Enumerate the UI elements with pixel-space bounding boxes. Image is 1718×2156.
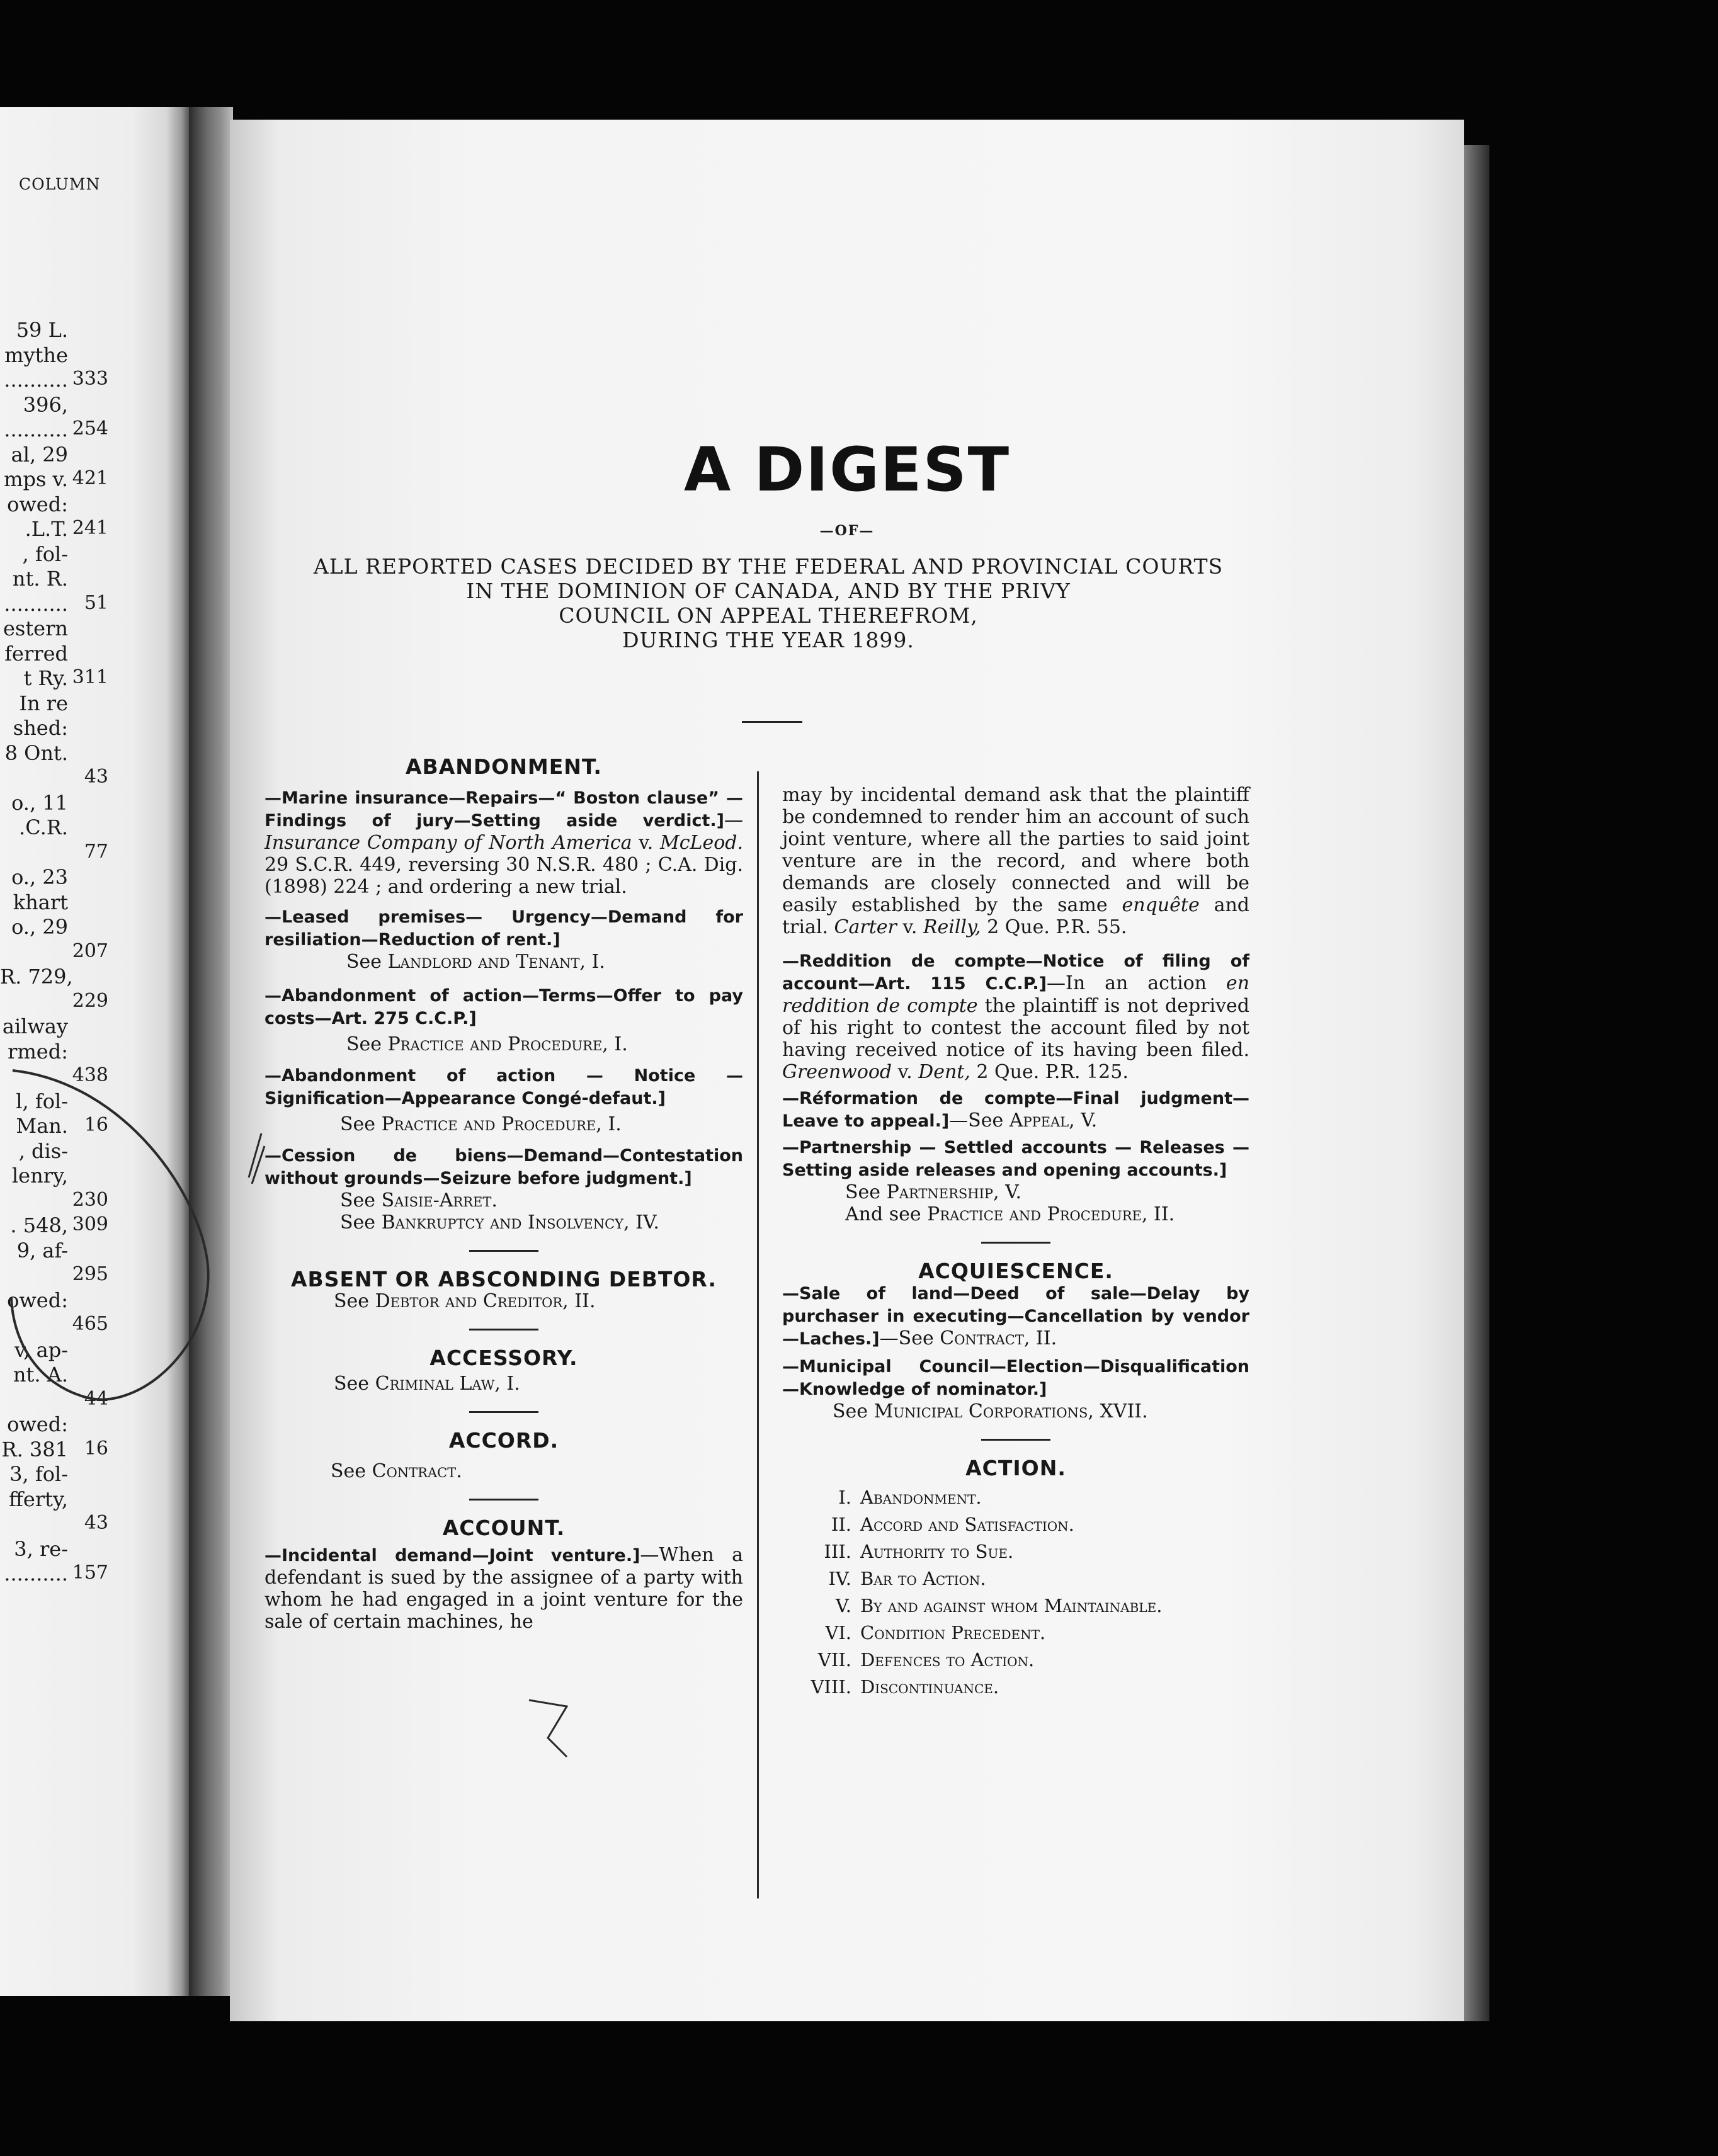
list-number: III. xyxy=(824,1541,851,1562)
fragment-column-number: 207 xyxy=(72,939,108,962)
subtitle-line: ALL REPORTED CASES DECIDED BY THE FEDERAL AND PROVINCIAL COURTS xyxy=(313,554,1224,579)
list-number: IV. xyxy=(828,1568,851,1589)
entry-reformation-de-compte: —Réformation de compte—Final judgment—Leave to appeal.]—See Appeal, V. xyxy=(782,1089,1249,1132)
fragment-line: 59 L. xyxy=(16,318,68,342)
fragment-column-number: 16 xyxy=(84,1437,108,1460)
list-label: Authority to Sue. xyxy=(860,1541,1014,1562)
fragment-line: 3, fol- xyxy=(9,1462,68,1486)
fragment-line: rmed: xyxy=(8,1039,68,1064)
list-number: VIII. xyxy=(811,1676,851,1698)
fragment-line: , fol- xyxy=(22,542,68,566)
fragment-column-number: 44 xyxy=(84,1387,108,1410)
entry-marine-insurance: —Marine insurance—Repairs—“ Boston clause” —Findings of jury—Setting aside verdict.]—Insurance Company of North America v. McLeod. 29 S.C.R. 449, reversing 30 N.S.R. 480 ; C.A. Dig. (1898) 224 ; and ordering a new trial. xyxy=(265,788,743,898)
fragment-line: t Ry. xyxy=(23,666,68,690)
subtitle-line: IN THE DOMINION OF CANADA, AND BY THE PRIVY xyxy=(466,579,1071,603)
entry-continued: may by incidental demand ask that the plaintiff be condemned to render him an account of such joint venture, where all the parties to said joint venture are in the record, and where both demands are closely connected and will be easily established by the same enquête and trial. Carter v. Reilly, 2 Que. P.R. 55. xyxy=(782,784,1249,938)
cross-reference: See Saisie-Arret. xyxy=(340,1189,498,1211)
list-label: Abandonment. xyxy=(860,1487,982,1508)
heading-acquiescence: ACQUIESCENCE. xyxy=(918,1259,1113,1283)
fragment-line: fferty, xyxy=(9,1487,68,1511)
fragment-line: .C.R. xyxy=(19,815,68,839)
entry-leased-premises: —Leased premises— Urgency—Demand for resiliation—Reduction of rent.] xyxy=(265,907,743,950)
fragment-column-number: 229 xyxy=(72,989,108,1012)
list-number: V. xyxy=(835,1595,851,1616)
fragment-column-number: 51 xyxy=(84,591,108,614)
fragment-line: o., 11 xyxy=(11,790,68,815)
fragment-line: khart xyxy=(13,890,68,914)
fragment-line: lenry, xyxy=(11,1164,68,1188)
fragment-line: 3, re- xyxy=(14,1536,68,1561)
fragment-line: 9, af- xyxy=(16,1238,68,1262)
pencil-tick xyxy=(249,1133,265,1184)
entry-abandonment-terms: —Abandonment of action—Terms—Offer to pay costs—Art. 275 C.C.P.] xyxy=(265,986,743,1028)
entry-sale-of-land: —Sale of land—Deed of sale—Delay by purchaser in executing—Cancellation by vendor—Laches.]—See Contract, II. xyxy=(782,1284,1249,1349)
fragment-line: , dis- xyxy=(18,1138,68,1163)
fragment-line: .L.T. xyxy=(25,517,68,541)
heading-action: ACTION. xyxy=(965,1456,1066,1480)
heading-absent-debtor: ABSENT OR ABSCONDING DEBTOR. xyxy=(291,1267,717,1291)
fragment-line: v, ap- xyxy=(14,1337,68,1362)
cross-reference: See Bankruptcy and Insolvency, IV. xyxy=(340,1211,659,1234)
list-label: Condition Precedent. xyxy=(860,1622,1046,1643)
pencil-circle xyxy=(11,1070,208,1400)
fragment-line: nt. A. xyxy=(13,1363,68,1387)
fragment-line: owed: xyxy=(7,492,68,516)
fragment-column-number: 333 xyxy=(72,368,108,390)
cross-reference: See Partnership, V. xyxy=(845,1181,1022,1203)
fragment-line: mythe xyxy=(4,343,68,367)
list-number: I. xyxy=(838,1487,851,1508)
fragment-column-number: 465 xyxy=(72,1313,108,1335)
fragment-line: o., 29 xyxy=(11,915,68,939)
cross-reference: See Practice and Procedure, I. xyxy=(346,1033,628,1055)
cross-reference: See Contract. xyxy=(331,1460,462,1482)
heading-accord: ACCORD. xyxy=(448,1428,559,1453)
fragment-line: owed: xyxy=(7,1288,68,1312)
heading-accessory: ACCESSORY. xyxy=(430,1346,578,1370)
cross-reference: See Practice and Procedure, I. xyxy=(340,1113,622,1135)
list-label: By and against whom Maintainable. xyxy=(860,1595,1163,1616)
fragment-line: 8 Ont. xyxy=(4,740,68,765)
fragment-column-number: 421 xyxy=(72,467,108,489)
heading-account: ACCOUNT. xyxy=(442,1516,566,1540)
fragment-column-number: 77 xyxy=(84,840,108,863)
fragment-line: mps v. xyxy=(4,467,68,491)
fragment-column-number: 438 xyxy=(72,1064,108,1086)
fragment-line: shed: xyxy=(13,716,68,740)
fragment-column-number: 157 xyxy=(72,1562,108,1584)
entry-incidental-demand: —Incidental demand—Joint venture.]—When a defendant is sued by the assignee of a party with whom he had engaged in a joint venture for the sale of certain machines, he xyxy=(265,1544,743,1633)
fragment-line: . 548, xyxy=(10,1213,68,1237)
list-label: Defences to Action. xyxy=(860,1649,1035,1671)
fragment-line: Man. xyxy=(16,1114,68,1138)
fragment-line: R. 381 xyxy=(1,1437,68,1461)
list-number: VII. xyxy=(817,1649,851,1671)
list-number: VI. xyxy=(825,1622,851,1643)
fragment-column-number: 295 xyxy=(72,1263,108,1285)
fragment-column-number: 309 xyxy=(72,1213,108,1235)
fragment-column-number: 43 xyxy=(84,766,108,788)
cross-reference: See Criminal Law, I. xyxy=(334,1373,520,1395)
fragment-line: l, fol- xyxy=(16,1089,68,1113)
list-label: Discontinuance. xyxy=(860,1676,999,1698)
entry-abandonment-notice: —Abandonment of action — Notice — Signification—Appearance Congé-defaut.] xyxy=(265,1066,743,1108)
cross-reference: See Municipal Corporations, XVII. xyxy=(833,1400,1148,1422)
fragment-line: owed: xyxy=(7,1412,68,1436)
fragment-line: In re xyxy=(19,691,68,715)
fragment-column-number: 230 xyxy=(72,1188,108,1211)
entry-municipal-council: —Municipal Council—Election—Disqualification —Knowledge of nominator.] xyxy=(782,1357,1249,1399)
list-label: Bar to Action. xyxy=(860,1568,986,1589)
fragment-line: ailway xyxy=(2,1014,68,1038)
fragment-column-number: 311 xyxy=(72,666,108,688)
fragment-line: nt. R. xyxy=(12,567,68,591)
cross-reference: And see Practice and Procedure, II. xyxy=(845,1203,1175,1225)
pencil-arrow xyxy=(529,1700,567,1757)
fragment-line: .......... xyxy=(4,417,68,441)
entry-cession-de-biens: —Cession de biens—Demand—Contestation without grounds—Seizure before judgment.] xyxy=(265,1146,743,1188)
cross-reference: See Debtor and Creditor, II. xyxy=(334,1290,596,1312)
fragment-column-number: 241 xyxy=(72,517,108,539)
fragment-line: ferred xyxy=(4,641,68,666)
fragment-line: estern xyxy=(3,616,68,640)
fragment-line: o., 23 xyxy=(11,865,68,889)
fragment-line: al, 29 xyxy=(11,442,68,467)
column-header: COLUMN xyxy=(19,175,101,193)
heading-abandonment: ABANDONMENT. xyxy=(406,754,602,779)
list-number: II. xyxy=(831,1514,851,1535)
fragment-line: .......... xyxy=(4,368,68,392)
entry-reddition-de-compte: —Reddition de compte—Notice of filing of account—Art. 115 C.C.P.]—In an action en reddition de compte the plaintiff is not deprived of his right to contest the account filed by not having received notice of its having been filed. Greenwood v. Dent, 2 Que. P.R. 125. xyxy=(782,951,1249,1083)
page-title: A DIGEST xyxy=(683,434,1011,505)
fragment-column-number: 254 xyxy=(72,417,108,440)
fragment-column-number: 16 xyxy=(84,1114,108,1136)
subtitle-line: COUNCIL ON APPEAL THEREFROM, xyxy=(559,603,978,628)
cross-reference: See Landlord and Tenant, I. xyxy=(346,951,605,973)
fragment-line: .......... xyxy=(4,591,68,616)
fragment-line: R. 729, xyxy=(0,965,73,989)
fragment-line: .......... xyxy=(4,1562,68,1586)
subtitle-line: DURING THE YEAR 1899. xyxy=(622,628,914,652)
of-label: —OF— xyxy=(819,523,875,539)
entry-partnership: —Partnership — Settled accounts — Releases — Setting aside releases and opening accounts.] xyxy=(782,1138,1249,1180)
fragment-column-number: 43 xyxy=(84,1512,108,1534)
list-label: Accord and Satisfaction. xyxy=(860,1514,1074,1535)
fragment-line: 396, xyxy=(23,392,68,417)
